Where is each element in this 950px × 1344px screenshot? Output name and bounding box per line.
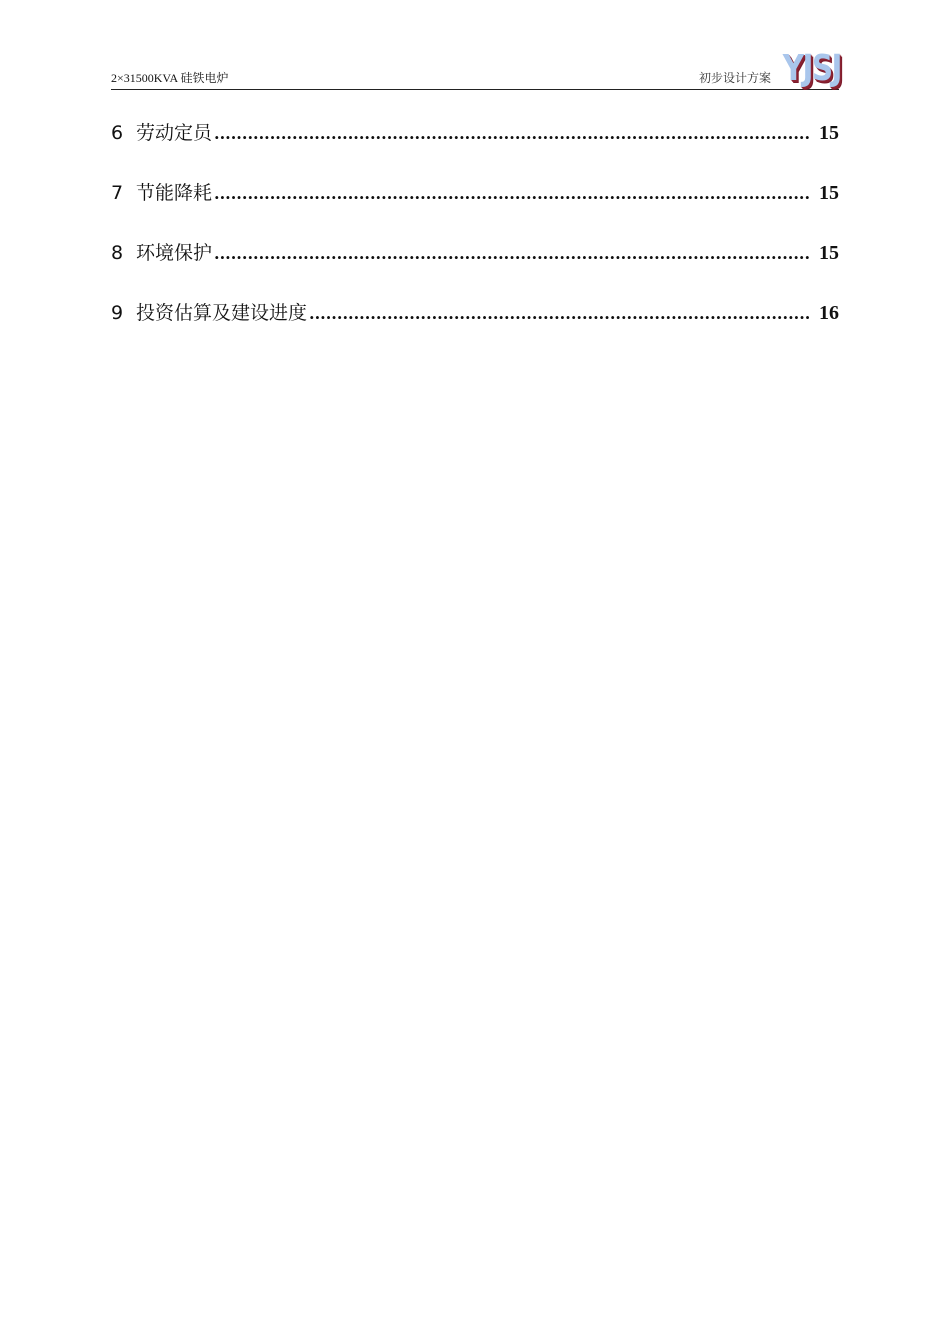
toc-entry-7[interactable] [111,178,839,238]
toc-entry-title: 投资估算及建设进度 [136,302,308,324]
toc-dot-leader [309,304,811,323]
toc-entry-8[interactable] [111,238,839,298]
header-document-title: 2×31500KVA 硅铁电炉 [111,71,229,85]
toc-entry-page: 15 [819,182,839,204]
toc-entry-page: 15 [819,122,839,144]
table-of-contents [111,118,839,358]
toc-dot-leader [214,124,811,143]
company-logo: YJSJ [782,48,841,89]
toc-entry-6[interactable] [111,118,839,178]
toc-entry-number: 6 [111,122,124,144]
toc-entry-page: 15 [819,242,839,264]
page-header [111,44,839,90]
toc-entry-page: 16 [819,302,839,324]
toc-dot-leader [214,244,811,263]
toc-entry-title: 环境保护 [136,242,213,264]
toc-entry-number: 7 [111,182,124,204]
toc-dot-leader [214,184,811,203]
header-section-title: 初步设计方案 [698,71,771,85]
toc-entry-number: 9 [111,302,124,324]
toc-entry-9[interactable] [111,298,839,358]
toc-entry-number: 8 [111,242,124,264]
toc-entry-title: 节能降耗 [136,182,213,204]
toc-entry-title: 劳动定员 [136,122,213,144]
